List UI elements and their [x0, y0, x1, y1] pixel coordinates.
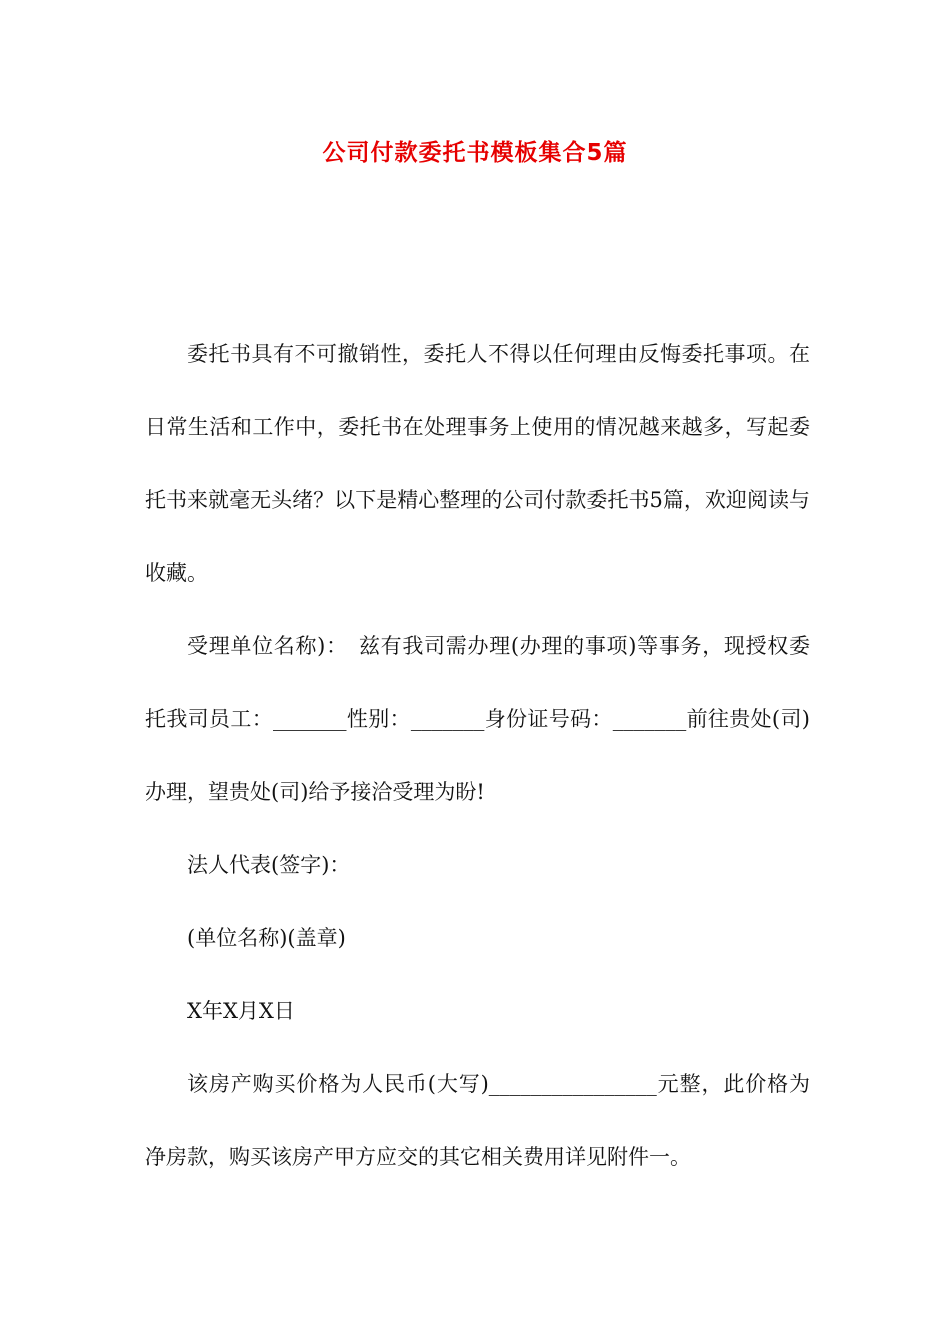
paragraph-company-seal: (单位名称)(盖章) [187, 926, 346, 950]
paragraph-intro: 委托书具有不可撤销性，委托人不得以任何理由反悔委托事项。在日常生活和工作中，委托书在处理事务上使用的情况越来越多，写起委托书来就毫无头绪？以下是精心整理的公司付款委托书5篇，欢迎阅读与收藏。 [145, 342, 810, 585]
document-title: 公司付款委托书模板集合5篇 [322, 140, 628, 166]
paragraph-date: X年X月X日 [187, 999, 295, 1023]
paragraph-authorization: 受理单位名称)： 兹有我司需办理(办理的事项)等事务，现授权委托我司员工：_______性别：_______身份证号码：_______前往贵处(司)办理，望贵处(司)给予接洽受理为盼! [145, 634, 810, 804]
paragraph-legal-representative: 法人代表(签字)： [187, 853, 351, 877]
document-body [145, 318, 810, 1194]
paragraph-purchase-price: 该房产购买价格为人民币(大写)________________元整，此价格为净房款，购买该房产甲方应交的其它相关费用详见附件一。 [145, 1072, 810, 1169]
